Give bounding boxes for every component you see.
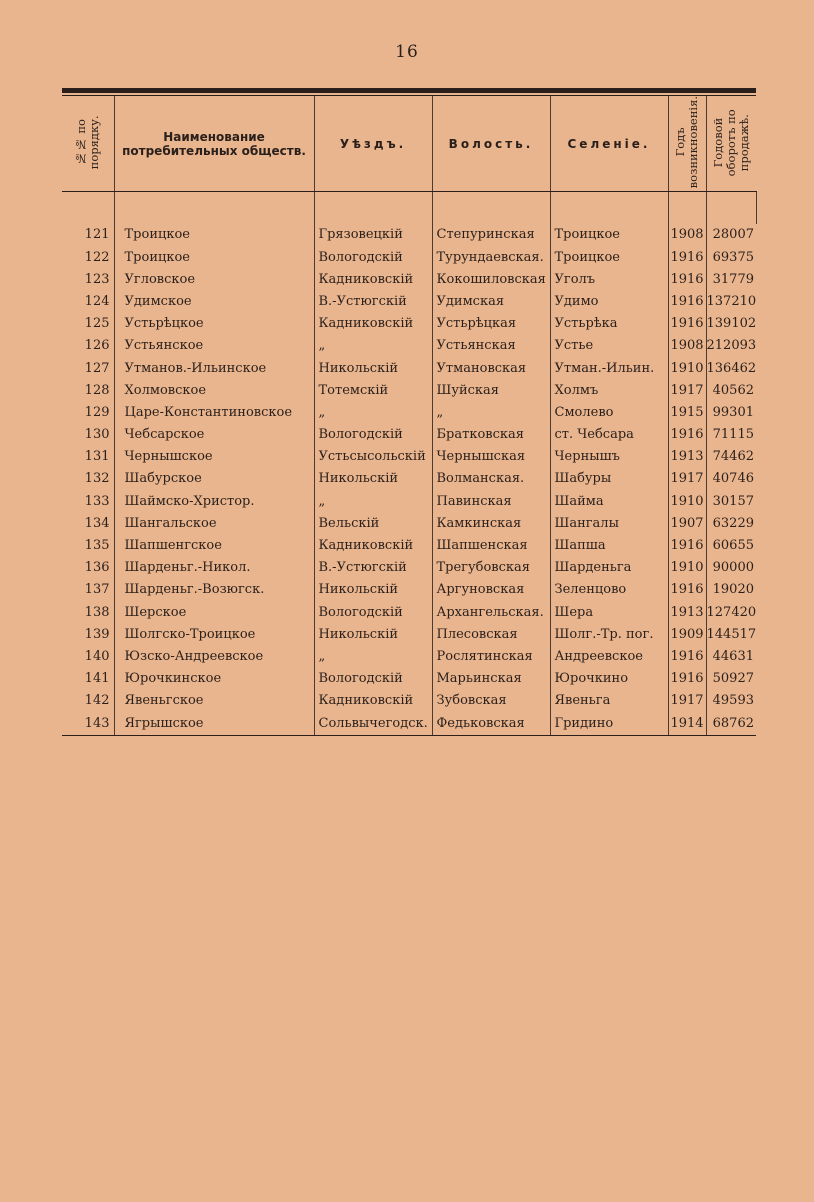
row-number: 121 <box>62 224 114 246</box>
table-row <box>62 624 756 646</box>
turnover-cell: 139102 <box>706 316 756 332</box>
table-row <box>62 557 756 579</box>
selenie-cell: Шапша <box>550 535 668 557</box>
society-name: Шолгско-Троицкое <box>114 624 314 646</box>
volost-cell: Зубовская <box>432 690 550 712</box>
selenie-cell: Явеньга <box>550 690 668 712</box>
society-name: Чебсарское <box>114 424 314 446</box>
table-row <box>62 380 756 402</box>
table-row <box>62 535 756 557</box>
volost-cell: „ <box>432 402 550 424</box>
turnover-cell: 136462 <box>706 360 756 376</box>
uezd-cell: „ <box>314 335 432 357</box>
row-number: 127 <box>62 357 114 379</box>
volost-cell: Волманская. <box>432 468 550 490</box>
uezd-cell: Вологодскій <box>314 247 432 269</box>
row-number: 133 <box>62 491 114 513</box>
selenie-cell: Уголъ <box>550 269 668 291</box>
header-number: №№ по порядку. <box>62 96 114 192</box>
volost-cell: Устьрѣцкая <box>432 313 550 335</box>
turnover-cell: 99301 <box>712 404 754 420</box>
row-number: 131 <box>62 446 114 468</box>
year-cell: 1916 <box>668 247 706 269</box>
volost-cell: Федьковская <box>432 712 550 735</box>
selenie-cell: Шера <box>550 602 668 624</box>
turnover-cell: 144517 <box>706 626 756 642</box>
society-name: Шаймско-Христор. <box>114 491 314 513</box>
volost-cell: Чернышская <box>432 446 550 468</box>
uezd-cell: Никольскій <box>314 624 432 646</box>
society-name: Царе-Константиновское <box>114 402 314 424</box>
volost-cell: Удимская <box>432 291 550 313</box>
uezd-cell: Вологодскій <box>314 668 432 690</box>
year-cell: 1917 <box>668 380 706 402</box>
table-row <box>62 402 756 424</box>
header-row <box>62 96 756 192</box>
turnover-cell: 68762 <box>706 712 756 735</box>
uezd-cell: В.-Устюгскій <box>314 291 432 313</box>
turnover-cell: 63229 <box>712 515 754 531</box>
year-cell: 1916 <box>668 424 706 446</box>
volost-cell: Павинская <box>432 491 550 513</box>
volost-cell: Шуйская <box>432 380 550 402</box>
volost-cell: Архангельская. <box>432 602 550 624</box>
header-selenie: Селеніе. <box>550 96 668 192</box>
turnover-cell: 69375 <box>712 249 754 265</box>
uezd-cell: Вологодскій <box>314 424 432 446</box>
society-name: Устьянское <box>114 335 314 357</box>
year-cell: 1908 <box>668 224 706 246</box>
uezd-cell: Грязовецкій <box>314 224 432 246</box>
turnover-cell: 44631 <box>712 648 754 664</box>
row-number: 136 <box>62 557 114 579</box>
society-name: Юзско-Андреевское <box>114 646 314 668</box>
turnover-cell: 40562 <box>712 382 754 398</box>
volost-cell: Марьинская <box>432 668 550 690</box>
year-cell: 1910 <box>668 557 706 579</box>
society-name: Шангальское <box>114 513 314 535</box>
row-number: 139 <box>62 624 114 646</box>
selenie-cell: Холмъ <box>550 380 668 402</box>
society-name: Троицкое <box>114 224 314 246</box>
turnover-cell: 212093 <box>706 338 756 354</box>
row-number: 126 <box>62 335 114 357</box>
header-gap <box>62 192 756 225</box>
row-number: 129 <box>62 402 114 424</box>
volost-cell: Братковская <box>432 424 550 446</box>
society-name: Шарденьг.-Возюгск. <box>114 579 314 601</box>
year-cell: 1916 <box>668 269 706 291</box>
uezd-cell: „ <box>314 491 432 513</box>
selenie-cell: ст. Чебсара <box>550 424 668 446</box>
society-name: Утманов.-Ильинское <box>114 357 314 379</box>
society-name: Устьрѣцкое <box>114 313 314 335</box>
year-cell: 1916 <box>668 646 706 668</box>
selenie-cell: Смолево <box>550 402 668 424</box>
society-name: Шапшенгское <box>114 535 314 557</box>
table-row <box>62 690 756 712</box>
selenie-cell: Троицкое <box>550 224 668 246</box>
selenie-cell: Чернышъ <box>550 446 668 468</box>
volost-cell: Камкинская <box>432 513 550 535</box>
uezd-cell: Вологодскій <box>314 602 432 624</box>
uezd-cell: Никольскій <box>314 468 432 490</box>
year-cell: 1916 <box>668 291 706 313</box>
uezd-cell: Кадниковскій <box>314 313 432 335</box>
year-cell: 1907 <box>668 513 706 535</box>
society-name: Шерское <box>114 602 314 624</box>
society-name: Чернышское <box>114 446 314 468</box>
volost-cell: Аргуновская <box>432 579 550 601</box>
selenie-cell: Утман.-Ильин. <box>550 357 668 379</box>
table-row <box>62 513 756 535</box>
turnover-cell: 90000 <box>712 560 754 576</box>
year-cell: 1916 <box>668 313 706 335</box>
row-number: 138 <box>62 602 114 624</box>
row-number: 137 <box>62 579 114 601</box>
row-number: 128 <box>62 380 114 402</box>
uezd-cell: Никольскій <box>314 579 432 601</box>
row-number: 123 <box>62 269 114 291</box>
table-row <box>62 247 756 269</box>
selenie-cell: Шангалы <box>550 513 668 535</box>
volost-cell: Утмановская <box>432 357 550 379</box>
volost-cell: Степуринская <box>432 224 550 246</box>
turnover-cell: 50927 <box>712 671 754 687</box>
row-number: 130 <box>62 424 114 446</box>
page-number: 16 <box>395 42 419 62</box>
table-row <box>62 468 756 490</box>
turnover-cell: 74462 <box>712 449 754 465</box>
society-name: Юрочкинское <box>114 668 314 690</box>
turnover-cell: 30157 <box>712 493 754 509</box>
year-cell: 1917 <box>668 690 706 712</box>
table-row <box>62 602 756 624</box>
turnover-cell: 49593 <box>712 693 754 709</box>
year-cell: 1915 <box>668 402 706 424</box>
year-cell: 1916 <box>668 668 706 690</box>
turnover-cell: 71115 <box>712 427 754 443</box>
table-row <box>62 424 756 446</box>
header-year: Годъ возникновенія. <box>668 96 706 192</box>
uezd-cell: „ <box>314 402 432 424</box>
selenie-cell: Шабуры <box>550 468 668 490</box>
row-number: 122 <box>62 247 114 269</box>
volost-cell: Турундаевская. <box>432 247 550 269</box>
header-name: Наименование потребительных обществ. <box>114 96 314 192</box>
society-name: Шарденьг.-Никол. <box>114 557 314 579</box>
selenie-cell: Шолг.-Тр. пог. <box>550 624 668 646</box>
year-cell: 1913 <box>668 602 706 624</box>
row-number: 140 <box>62 646 114 668</box>
selenie-cell: Троицкое <box>550 247 668 269</box>
table-row <box>62 712 756 735</box>
header-turnover: Годовой оборотъ по продажѣ. <box>706 96 756 192</box>
selenie-cell: Гридино <box>550 712 668 735</box>
top-rule <box>62 88 756 93</box>
turnover-cell: 127420 <box>706 604 756 620</box>
row-number: 135 <box>62 535 114 557</box>
selenie-cell: Зеленцово <box>550 579 668 601</box>
table-row <box>62 646 756 668</box>
table-row <box>62 491 756 513</box>
selenie-cell: Юрочкино <box>550 668 668 690</box>
selenie-cell: Андреевское <box>550 646 668 668</box>
turnover-cell: 137210 <box>706 293 756 309</box>
row-number: 143 <box>62 712 114 735</box>
table-row <box>62 446 756 468</box>
uezd-cell: Кадниковскій <box>314 269 432 291</box>
society-name: Ягрышское <box>114 712 314 735</box>
society-name: Троицкое <box>114 247 314 269</box>
table-row <box>62 335 756 357</box>
volost-cell: Рослятинская <box>432 646 550 668</box>
uezd-cell: Никольскій <box>314 357 432 379</box>
society-name: Явеньгское <box>114 690 314 712</box>
year-cell: 1917 <box>668 468 706 490</box>
row-number: 134 <box>62 513 114 535</box>
row-number: 125 <box>62 313 114 335</box>
table-row <box>62 269 756 291</box>
uezd-cell: Кадниковскій <box>314 690 432 712</box>
table-row <box>62 313 756 335</box>
turnover-cell: 19020 <box>712 582 754 598</box>
header-uezd: Уѣздъ. <box>314 96 432 192</box>
turnover-cell: 31779 <box>712 271 754 287</box>
table-row <box>62 291 756 313</box>
volost-cell: Шапшенская <box>432 535 550 557</box>
header-volost: Волость. <box>432 96 550 192</box>
turnover-cell: 40746 <box>712 471 754 487</box>
row-number: 141 <box>62 668 114 690</box>
table-row <box>62 224 756 246</box>
society-name: Шабурское <box>114 468 314 490</box>
selenie-cell: Шарденьга <box>550 557 668 579</box>
society-name: Удимское <box>114 291 314 313</box>
selenie-cell: Шайма <box>550 491 668 513</box>
year-cell: 1914 <box>668 712 706 735</box>
volost-cell: Кокошиловская <box>432 269 550 291</box>
consumer-societies-table <box>62 88 756 736</box>
turnover-cell: 60655 <box>712 538 754 554</box>
uezd-cell: Устьсысольскій <box>314 446 432 468</box>
year-cell: 1910 <box>668 491 706 513</box>
volost-cell: Трегубовская <box>432 557 550 579</box>
row-number: 142 <box>62 690 114 712</box>
society-name: Холмовское <box>114 380 314 402</box>
uezd-cell: В.-Устюгскій <box>314 557 432 579</box>
uezd-cell: Сольвычегодск. <box>314 712 432 735</box>
year-cell: 1913 <box>668 446 706 468</box>
year-cell: 1916 <box>668 535 706 557</box>
selenie-cell: Удимо <box>550 291 668 313</box>
uezd-cell: Вельскій <box>314 513 432 535</box>
selenie-cell: Устьрѣка <box>550 313 668 335</box>
year-cell: 1916 <box>668 579 706 601</box>
uezd-cell: Тотемскій <box>314 380 432 402</box>
table-row <box>62 668 756 690</box>
year-cell: 1909 <box>668 624 706 646</box>
volost-cell: Плесовская <box>432 624 550 646</box>
turnover-cell: 28007 <box>712 227 754 243</box>
year-cell: 1908 <box>668 335 706 357</box>
table-row <box>62 579 756 601</box>
selenie-cell: Устье <box>550 335 668 357</box>
society-name: Угловское <box>114 269 314 291</box>
row-number: 124 <box>62 291 114 313</box>
table-row <box>62 357 756 379</box>
row-number: 132 <box>62 468 114 490</box>
uezd-cell: Кадниковскій <box>314 535 432 557</box>
uezd-cell: „ <box>314 646 432 668</box>
volost-cell: Устьянская <box>432 335 550 357</box>
year-cell: 1910 <box>668 357 706 379</box>
